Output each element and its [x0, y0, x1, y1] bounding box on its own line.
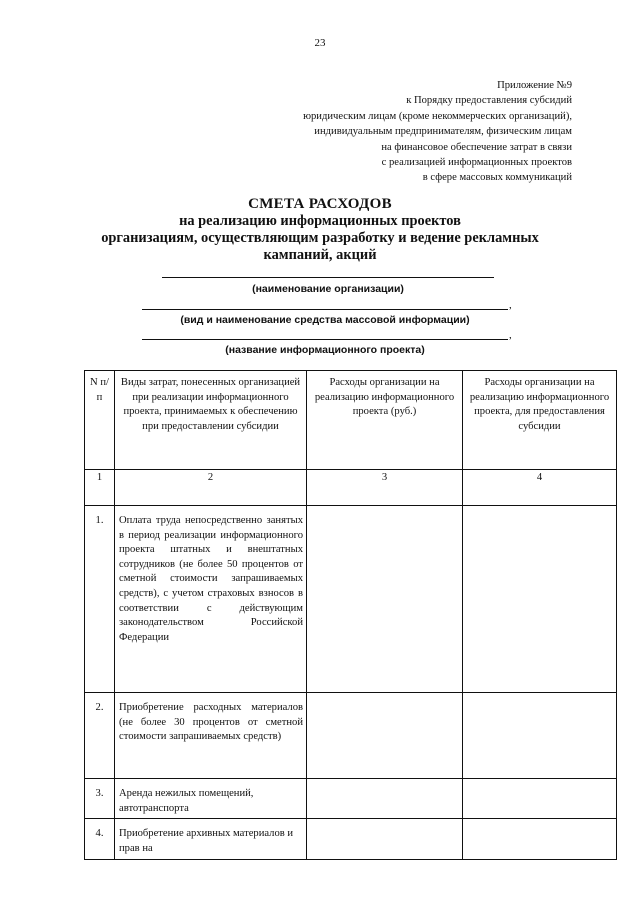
appendix-line: юридическим лицам (кроме некоммерческих организаций), — [303, 110, 572, 122]
table-row — [85, 779, 617, 819]
project-name-label: (название информационного проекта) — [225, 344, 425, 356]
row-number: 4. — [85, 819, 115, 860]
column-number: 2 — [115, 470, 307, 506]
media-comma: , — [509, 299, 512, 311]
appendix-line: индивидуальным предпринимателям, физическим лицам — [314, 126, 572, 138]
appendix-line: к Порядку предоставления субсидий — [406, 95, 572, 107]
org-name-label: (наименование организации) — [252, 283, 404, 295]
row-subsidy-expense-cell[interactable] — [463, 693, 617, 779]
table-row — [85, 819, 617, 860]
row-number: 3. — [85, 779, 115, 819]
column-number: 3 — [307, 470, 463, 506]
row-org-expense-cell[interactable] — [307, 693, 463, 779]
appendix-block — [303, 78, 572, 186]
column-number-row — [85, 470, 617, 506]
row-subsidy-expense-cell[interactable] — [463, 506, 617, 693]
page-number: 23 — [314, 37, 326, 49]
project-comma: , — [509, 329, 512, 341]
row-subsidy-expense-cell[interactable] — [463, 819, 617, 860]
header-subsidy-expenses: Расходы организации на реализацию информационного проекта, для предоставления субсидии — [463, 371, 617, 470]
row-org-expense-cell[interactable] — [307, 819, 463, 860]
title-line: кампаний, акций — [263, 247, 377, 263]
appendix-line: в сфере массовых коммуникаций — [422, 172, 572, 184]
header-expense-type: Виды затрат, понесенных организацией при реализации информационного проекта, принимаемых к обеспечению при предоставлении субсидии — [115, 371, 307, 470]
column-number: 1 — [85, 470, 115, 506]
row-subsidy-expense-cell[interactable] — [463, 779, 617, 819]
title-line: организациям, осуществляющим разработку и ведение рекламных — [101, 230, 539, 246]
row-org-expense-cell[interactable] — [307, 506, 463, 693]
header-row — [85, 371, 617, 470]
title-line: на реализацию информационных проектов — [179, 213, 461, 229]
row-description: Оплата труда непосредственно занятых в период реализации информационного проекта штатных и внештатных сотрудников (не более 50 процентов от сметной стоимости запрашиваемых средств), с учетом страховых взносов в соответствии с действующим законодательством Российской Федерации — [115, 506, 307, 693]
column-number: 4 — [463, 470, 617, 506]
document-title — [0, 196, 640, 264]
title-main: СМЕТА РАСХОДОВ — [248, 196, 392, 212]
row-description: Приобретение расходных материалов (не более 30 процентов от сметной стоимости запрашиваемых средств) — [115, 693, 307, 779]
budget-table — [84, 370, 617, 860]
header-org-expenses: Расходы организации на реализацию информационного проекта (руб.) — [307, 371, 463, 470]
org-name-line[interactable] — [162, 277, 494, 278]
row-description: Приобретение архивных материалов и прав на — [115, 819, 307, 860]
project-name-line[interactable] — [142, 339, 508, 340]
table-row — [85, 506, 617, 693]
header-num: N п/п — [85, 371, 115, 470]
appendix-line: Приложение №9 — [497, 80, 572, 91]
row-org-expense-cell[interactable] — [307, 779, 463, 819]
table-row — [85, 693, 617, 779]
row-number: 1. — [85, 506, 115, 693]
appendix-line: с реализацией информационных проектов — [381, 157, 572, 169]
media-name-line[interactable] — [142, 309, 508, 310]
media-name-label: (вид и наименование средства массовой информации) — [180, 314, 470, 326]
row-number: 2. — [85, 693, 115, 779]
appendix-line: на финансовое обеспечение затрат в связи — [381, 141, 572, 153]
row-description: Аренда нежилых помещений, автотранспорта — [115, 779, 307, 819]
